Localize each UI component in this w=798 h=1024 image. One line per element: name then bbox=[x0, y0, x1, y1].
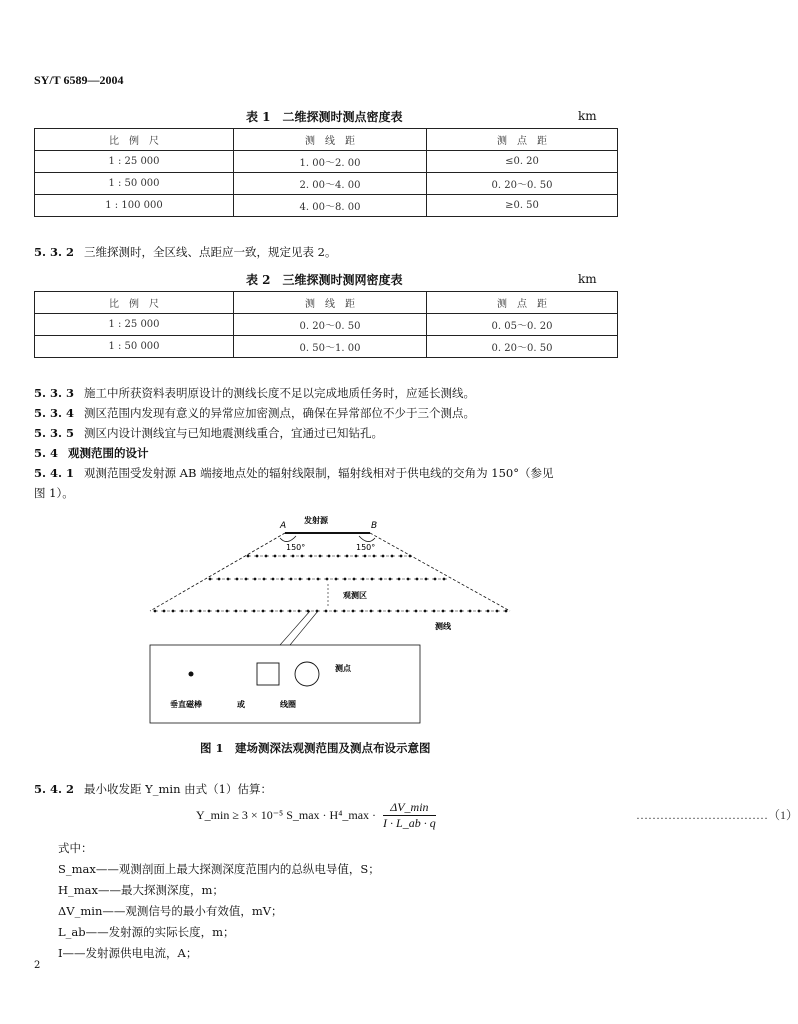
table-cell: 0. 20～0. 50 bbox=[427, 336, 618, 358]
measuring-point-dot bbox=[400, 555, 403, 558]
measuring-point-dot bbox=[337, 555, 340, 558]
measuring-point-dot bbox=[388, 610, 391, 613]
measuring-point-dot bbox=[290, 578, 293, 581]
clause-5-4-1-cont: 图 1）。 bbox=[34, 486, 74, 500]
table-cell: 1 : 50 000 bbox=[35, 336, 234, 358]
coil-square-symbol bbox=[257, 663, 279, 685]
table-row bbox=[35, 314, 618, 336]
measuring-point-dot bbox=[397, 610, 400, 613]
table1-caption: 表 1 二维探测时测点密度表 bbox=[246, 110, 403, 124]
clause-5-3-5 bbox=[34, 424, 383, 442]
clause-text: 测区内设计测线宜与已知地震测线重合，宜通过已知钻孔。 bbox=[84, 426, 384, 440]
measuring-point-dot bbox=[272, 578, 275, 581]
clause-text: 测区范围内发现有意义的异常应加密测点，确保在异常部位不少于三个测点。 bbox=[84, 406, 476, 420]
measuring-point-dot bbox=[218, 578, 221, 581]
measuring-point-dot bbox=[235, 610, 238, 613]
measuring-point-dot bbox=[496, 610, 499, 613]
measuring-point-dot bbox=[406, 610, 409, 613]
measuring-point-dot bbox=[199, 610, 202, 613]
clause-number: 5. 3. 3 bbox=[34, 386, 75, 400]
measuring-point-dot bbox=[299, 578, 302, 581]
measuring-point-dot bbox=[334, 610, 337, 613]
table-header-cell: 比 例 尺 bbox=[35, 129, 234, 151]
measuring-point-dot bbox=[353, 578, 356, 581]
table-row bbox=[35, 173, 618, 195]
measuring-point-dot bbox=[328, 555, 331, 558]
measuring-point-dot bbox=[443, 578, 446, 581]
measuring-point-dot bbox=[271, 610, 274, 613]
measuring-point-dot bbox=[451, 610, 454, 613]
measuring-point-dot bbox=[433, 610, 436, 613]
or-label: 或 bbox=[237, 700, 245, 709]
survey-line-1 bbox=[247, 555, 412, 558]
measuring-point-dot bbox=[253, 610, 256, 613]
table-header-cell: 测 线 距 bbox=[234, 129, 427, 151]
variable-i: I——发射源供电电流，A； bbox=[58, 946, 198, 960]
table-cell: 1 : 100 000 bbox=[35, 195, 234, 217]
clause-text: 施工中所获资料表明原设计的测线长度不足以完成地质任务时，应延长测线。 bbox=[84, 386, 476, 400]
formula-number: ……………………………（1） bbox=[636, 808, 798, 822]
formula-numerator: ΔV_min bbox=[383, 800, 436, 816]
measuring-point-dot bbox=[227, 578, 230, 581]
variable-definitions bbox=[58, 838, 380, 964]
clause-number: 5. 3. 2 bbox=[34, 245, 75, 259]
variable-s-max: S_max——观测剖面上最大探测深度范围内的总纵电导值，S； bbox=[58, 862, 380, 876]
standard-code-header: SY/T 6589—2004 bbox=[34, 73, 124, 87]
table-row bbox=[35, 195, 618, 217]
measuring-point-dot bbox=[281, 578, 284, 581]
table-cell: 0. 20～0. 50 bbox=[234, 314, 427, 336]
measuring-point-dot bbox=[373, 555, 376, 558]
figure-1-diagram bbox=[130, 508, 580, 733]
measuring-point-dot bbox=[424, 610, 427, 613]
formula-denominator: I · L_ab · q bbox=[383, 816, 436, 830]
measuring-point-dot bbox=[217, 610, 220, 613]
measuring-point-dot bbox=[274, 555, 277, 558]
measuring-point-dot bbox=[326, 578, 329, 581]
measuring-point-dot bbox=[283, 555, 286, 558]
angle-left-label: 150° bbox=[286, 543, 306, 552]
table-cell: 2. 00～4. 00 bbox=[234, 173, 427, 195]
measuring-point-dot bbox=[262, 610, 265, 613]
clause-5-4-1 bbox=[34, 464, 553, 482]
clause-5-3-2 bbox=[34, 243, 337, 261]
measuring-point-dot bbox=[298, 610, 301, 613]
formula-fraction bbox=[383, 800, 436, 831]
measuring-point-dot bbox=[370, 610, 373, 613]
measuring-point-dot bbox=[505, 610, 508, 613]
where-label: 式中： bbox=[58, 841, 93, 855]
measuring-point-label: 测点 bbox=[335, 664, 351, 673]
measuring-point-dot bbox=[487, 610, 490, 613]
measuring-point-dot bbox=[292, 555, 295, 558]
measuring-point-dot bbox=[319, 555, 322, 558]
measuring-point-dot bbox=[310, 555, 313, 558]
observation-area-label: 观测区 bbox=[343, 591, 367, 600]
table-header-cell: 测 点 距 bbox=[427, 129, 618, 151]
leader-line bbox=[290, 611, 318, 645]
measuring-point-dot bbox=[244, 610, 247, 613]
clause-text: 最小收发距 Y_min 由式（1）估算： bbox=[84, 782, 272, 796]
table2 bbox=[34, 291, 618, 358]
coil-label: 线圈 bbox=[280, 700, 296, 709]
measuring-point-dot bbox=[163, 610, 166, 613]
measuring-point-dot bbox=[389, 578, 392, 581]
table1-unit: km bbox=[578, 109, 597, 123]
measuring-point-dot bbox=[380, 578, 383, 581]
measuring-point-dot bbox=[416, 578, 419, 581]
measuring-point-dot bbox=[256, 555, 259, 558]
survey-line-label: 测线 bbox=[435, 622, 451, 631]
table-header-row bbox=[35, 292, 618, 314]
measuring-point-dot bbox=[379, 610, 382, 613]
table2-unit: km bbox=[578, 272, 597, 286]
measuring-point-dot bbox=[460, 610, 463, 613]
measuring-point-dot bbox=[415, 610, 418, 613]
angle-right-label: 150° bbox=[356, 543, 376, 552]
table-cell: 0. 05～0. 20 bbox=[427, 314, 618, 336]
magnetic-rod-symbol bbox=[189, 672, 194, 677]
measuring-point-dot bbox=[478, 610, 481, 613]
measuring-point-dot bbox=[181, 610, 184, 613]
table-cell: 0. 50～1. 00 bbox=[234, 336, 427, 358]
figure-1-caption: 图 1 建场测深法观测范围及测点布设示意图 bbox=[200, 741, 431, 755]
measuring-point-dot bbox=[335, 578, 338, 581]
formula-lhs: Y_min ≥ 3 × 10⁻⁵ S_max · H⁴_max · bbox=[196, 808, 377, 822]
measuring-point-dot bbox=[344, 578, 347, 581]
survey-line-2 bbox=[209, 578, 450, 581]
clause-number: 5. 3. 4 bbox=[34, 406, 75, 420]
measuring-point-dot bbox=[425, 578, 428, 581]
measuring-point-dot bbox=[236, 578, 239, 581]
section-5-4-heading bbox=[34, 444, 149, 462]
table-cell: 1 : 25 000 bbox=[35, 314, 234, 336]
table-cell: ≤0. 20 bbox=[427, 151, 618, 173]
angle-arc-left bbox=[280, 536, 296, 542]
detail-box bbox=[150, 645, 420, 723]
measuring-point-dot bbox=[361, 610, 364, 613]
measuring-point-dot bbox=[317, 578, 320, 581]
measuring-point-dot bbox=[407, 578, 410, 581]
measuring-point-dot bbox=[382, 555, 385, 558]
measuring-point-dot bbox=[346, 555, 349, 558]
measuring-point-dot bbox=[245, 578, 248, 581]
page-number: 2 bbox=[34, 960, 41, 971]
vertical-rod-label: 垂直磁棒 bbox=[170, 700, 202, 709]
measuring-point-dot bbox=[289, 610, 292, 613]
table-cell: 0. 20～0. 50 bbox=[427, 173, 618, 195]
measuring-point-dot bbox=[325, 610, 328, 613]
measuring-point-dot bbox=[371, 578, 374, 581]
measuring-point-dot bbox=[265, 555, 268, 558]
table-cell: 1. 00～2. 00 bbox=[234, 151, 427, 173]
measuring-point-dot bbox=[280, 610, 283, 613]
measuring-point-dot bbox=[154, 610, 157, 613]
table-cell: 4. 00～8. 00 bbox=[234, 195, 427, 217]
survey-line-3 bbox=[154, 610, 508, 613]
table-cell: 1 : 50 000 bbox=[35, 173, 234, 195]
measuring-point-dot bbox=[442, 610, 445, 613]
table-header-row bbox=[35, 129, 618, 151]
measuring-point-dot bbox=[364, 555, 367, 558]
measuring-point-dot bbox=[247, 555, 250, 558]
clause-text: 观测范围受发射源 AB 端接地点处的辐射线限制，辐射线相对于供电线的交角为 150°（参见 bbox=[84, 466, 554, 480]
clause-text: 三维探测时，全区线、点距应一致，规定见表 2。 bbox=[84, 245, 337, 259]
section-title: 观测范围的设计 bbox=[68, 446, 149, 460]
label-a: A bbox=[280, 521, 287, 531]
measuring-point-dot bbox=[308, 578, 311, 581]
angle-arc-right bbox=[359, 536, 375, 542]
table-header-cell: 比 例 尺 bbox=[35, 292, 234, 314]
table-row bbox=[35, 151, 618, 173]
measuring-point-dot bbox=[263, 578, 266, 581]
variable-l-ab: L_ab——发射源的实际长度，m； bbox=[58, 925, 235, 939]
variable-h-max: H_max——最大探测深度，m； bbox=[58, 883, 224, 897]
measuring-point-dot bbox=[352, 610, 355, 613]
clause-5-3-3 bbox=[34, 384, 475, 402]
measuring-point-dot bbox=[208, 610, 211, 613]
radiation-line-left bbox=[150, 533, 285, 611]
source-label: 发射源 bbox=[304, 516, 328, 525]
measuring-point-dot bbox=[190, 610, 193, 613]
section-number: 5. 4 bbox=[34, 446, 59, 460]
table-cell: ≥0. 50 bbox=[427, 195, 618, 217]
measuring-point-dot bbox=[355, 555, 358, 558]
clause-5-4-2 bbox=[34, 780, 272, 798]
measuring-point-dot bbox=[469, 610, 472, 613]
label-b: B bbox=[371, 521, 378, 531]
radiation-line-right bbox=[370, 533, 510, 611]
leader-line bbox=[280, 611, 310, 645]
measuring-point-dot bbox=[172, 610, 175, 613]
measuring-point-dot bbox=[398, 578, 401, 581]
clause-number: 5. 3. 5 bbox=[34, 426, 75, 440]
measuring-point-dot bbox=[209, 578, 212, 581]
table-header-cell: 测 点 距 bbox=[427, 292, 618, 314]
variable-dv-min: ΔV_min——观测信号的最小有效值，mV； bbox=[58, 904, 283, 918]
clause-5-3-4 bbox=[34, 404, 475, 422]
table2-caption: 表 2 三维探测时测网密度表 bbox=[246, 273, 403, 287]
clause-number: 5. 4. 1 bbox=[34, 466, 75, 480]
clause-number: 5. 4. 2 bbox=[34, 782, 75, 796]
coil-circle-symbol bbox=[295, 662, 319, 686]
measuring-point-dot bbox=[301, 555, 304, 558]
table-row bbox=[35, 336, 618, 358]
table-cell: 1 : 25 000 bbox=[35, 151, 234, 173]
measuring-point-dot bbox=[391, 555, 394, 558]
measuring-point-dot bbox=[226, 610, 229, 613]
table-header-cell: 测 线 距 bbox=[234, 292, 427, 314]
formula-1 bbox=[196, 800, 798, 831]
table1 bbox=[34, 128, 618, 217]
measuring-point-dot bbox=[254, 578, 257, 581]
measuring-point-dot bbox=[434, 578, 437, 581]
measuring-point-dot bbox=[343, 610, 346, 613]
measuring-point-dot bbox=[362, 578, 365, 581]
measuring-point-dot bbox=[409, 555, 412, 558]
